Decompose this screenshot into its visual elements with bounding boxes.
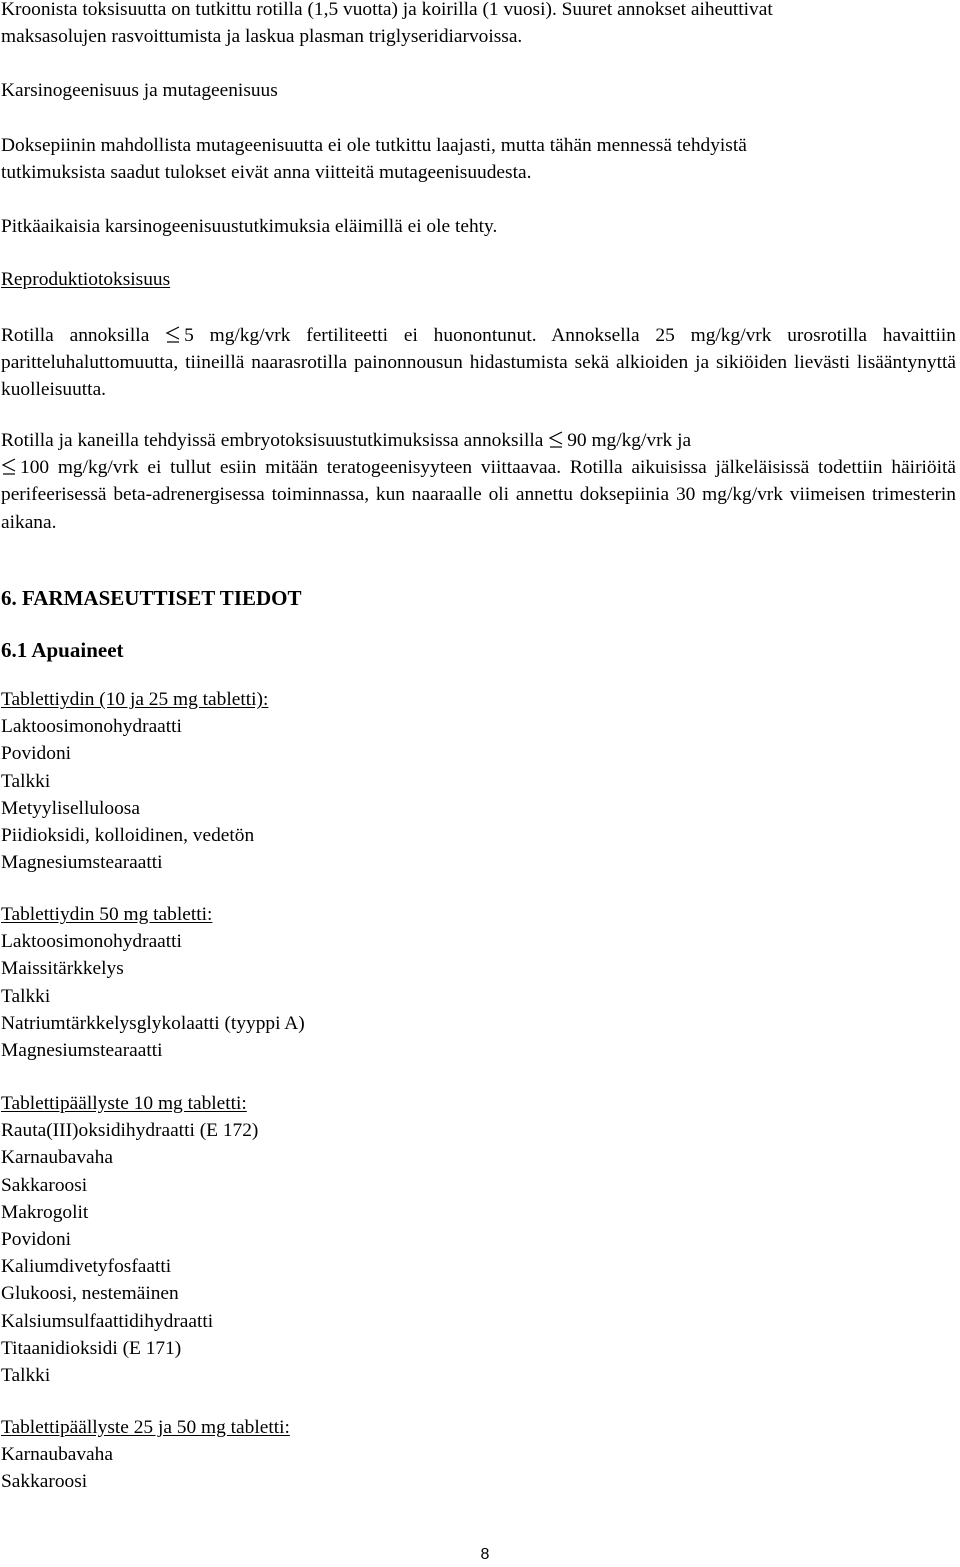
excipient-list-coating-10 (1, 1090, 956, 1389)
list-item: Povidoni (1, 743, 72, 765)
list-item: Kalsiumsulfaattidihydraatti (1, 1310, 214, 1332)
list-title: Tablettiydin (10 ja 25 mg tabletti): (1, 689, 269, 710)
embryotoxicity-paragraph (1, 427, 956, 536)
reproduction-heading (1, 266, 956, 293)
list-item: Maissitärkkelys (1, 958, 124, 980)
list-item: Makrogolit (1, 1201, 89, 1223)
list-title: Tablettiydin 50 mg tabletti: (1, 904, 213, 925)
text-fragment: 90 mg/kg/vrk ja (567, 430, 692, 451)
page-number: 8 (480, 1546, 490, 1563)
reproduction-heading-text: Reproduktiotoksisuus (1, 269, 171, 290)
list-item: Rauta(III)oksidihydraatti (E 172) (1, 1120, 259, 1142)
list-item: Talkki (1, 770, 51, 792)
carcinogenicity-heading: Karsinogeenisuus ja mutageenisuus (1, 80, 278, 101)
list-item: Talkki (1, 1365, 51, 1387)
mutagenicity-paragraph (1, 132, 956, 186)
list-item: Piidioksidi, kolloidinen, vedetön (1, 825, 255, 847)
section-6-heading: 6. FARMASEUTTISET TIEDOT (1, 586, 302, 610)
list-item: Glukoosi, nestemäinen (1, 1283, 179, 1305)
text-fragment: 100 mg/kg/vrk ei tullut esiin mitään teratogeenisyyteen viittaavaa. Rotilla aikuisissa jälkeläisissä todettiin häiriöitä perifeerisessä beta-adrenergisessa toiminnassa, kun naaraalle oli annettu doksepiinia 30 mg/kg/vrk viimeisen trimesterin aikana. (1, 457, 956, 533)
reproduction-paragraph (1, 322, 956, 404)
text-fragment: Rotilla ja kaneilla tehdyissä embryotoksisuustutkimuksissa annoksilla (1, 430, 544, 451)
section-6-1-heading: 6.1 Apuaineet (1, 638, 124, 662)
list-item: Laktoosimonohydraatti (1, 931, 182, 953)
carcinogenicity-paragraph: Pitkäaikaisia karsinogeenisuustutkimuksia eläimillä ei ole tehty. (1, 216, 498, 237)
text-fragment: 5 mg/kg/vrk fertiliteetti ei huonontunut. Annoksella 25 mg/kg/vrk urosrotilla havaittiin paritteluhaluttomuutta, tiineillä naarasrotilla painonnousun hidastumista sekä alkioiden ja sikiöiden lievästi lisääntynyttä kuolleisuutta. (1, 325, 956, 401)
list-item: Karnaubavaha (1, 1444, 113, 1466)
list-title: Tablettipäällyste 25 ja 50 mg tabletti: (1, 1417, 290, 1438)
list-item: Talkki (1, 985, 51, 1007)
less-equal-icon (548, 430, 564, 448)
list-item: Laktoosimonohydraatti (1, 716, 182, 738)
list-item: Natriumtärkkelysglykolaatti (tyyppi A) (1, 1012, 305, 1034)
list-item: Povidoni (1, 1229, 72, 1251)
list-item: Kaliumdivetyfosfaatti (1, 1256, 172, 1278)
list-item: Sakkaroosi (1, 1174, 88, 1196)
text-line: tutkimuksista saadut tulokset eivät anna viitteitä mutageenisuudesta. (1, 162, 532, 184)
text-line: maksasolujen rasvoittumista ja laskua plasman triglyseridiarvoissa. (1, 26, 523, 48)
list-title: Tablettipäällyste 10 mg tabletti: (1, 1093, 247, 1114)
excipient-list-coating-25-50 (1, 1414, 956, 1496)
less-equal-icon (165, 325, 181, 343)
list-item: Magnesiumstearaatti (1, 1040, 163, 1062)
list-item: Titaanidioksidi (E 171) (1, 1337, 182, 1359)
excipient-list-core-50 (1, 901, 956, 1064)
list-item: Magnesiumstearaatti (1, 852, 163, 874)
toxicity-paragraph (1, 0, 956, 50)
excipient-list-core-10-25 (1, 686, 956, 876)
text-fragment: Rotilla annoksilla (1, 325, 150, 346)
list-item: Sakkaroosi (1, 1471, 88, 1493)
text-line: Doksepiinin mahdollista mutageenisuutta ei ole tutkittu laajasti, mutta tähän mennessä tehdyistä (1, 135, 747, 156)
less-equal-icon (1, 457, 17, 475)
text-line: Kroonista toksisuutta on tutkittu rotilla (1,5 vuotta) ja koirilla (1 vuosi). Suuret annokset aiheuttivat (1, 0, 773, 20)
list-item: Karnaubavaha (1, 1147, 113, 1169)
list-item: Metyyliselluloosa (1, 797, 140, 819)
